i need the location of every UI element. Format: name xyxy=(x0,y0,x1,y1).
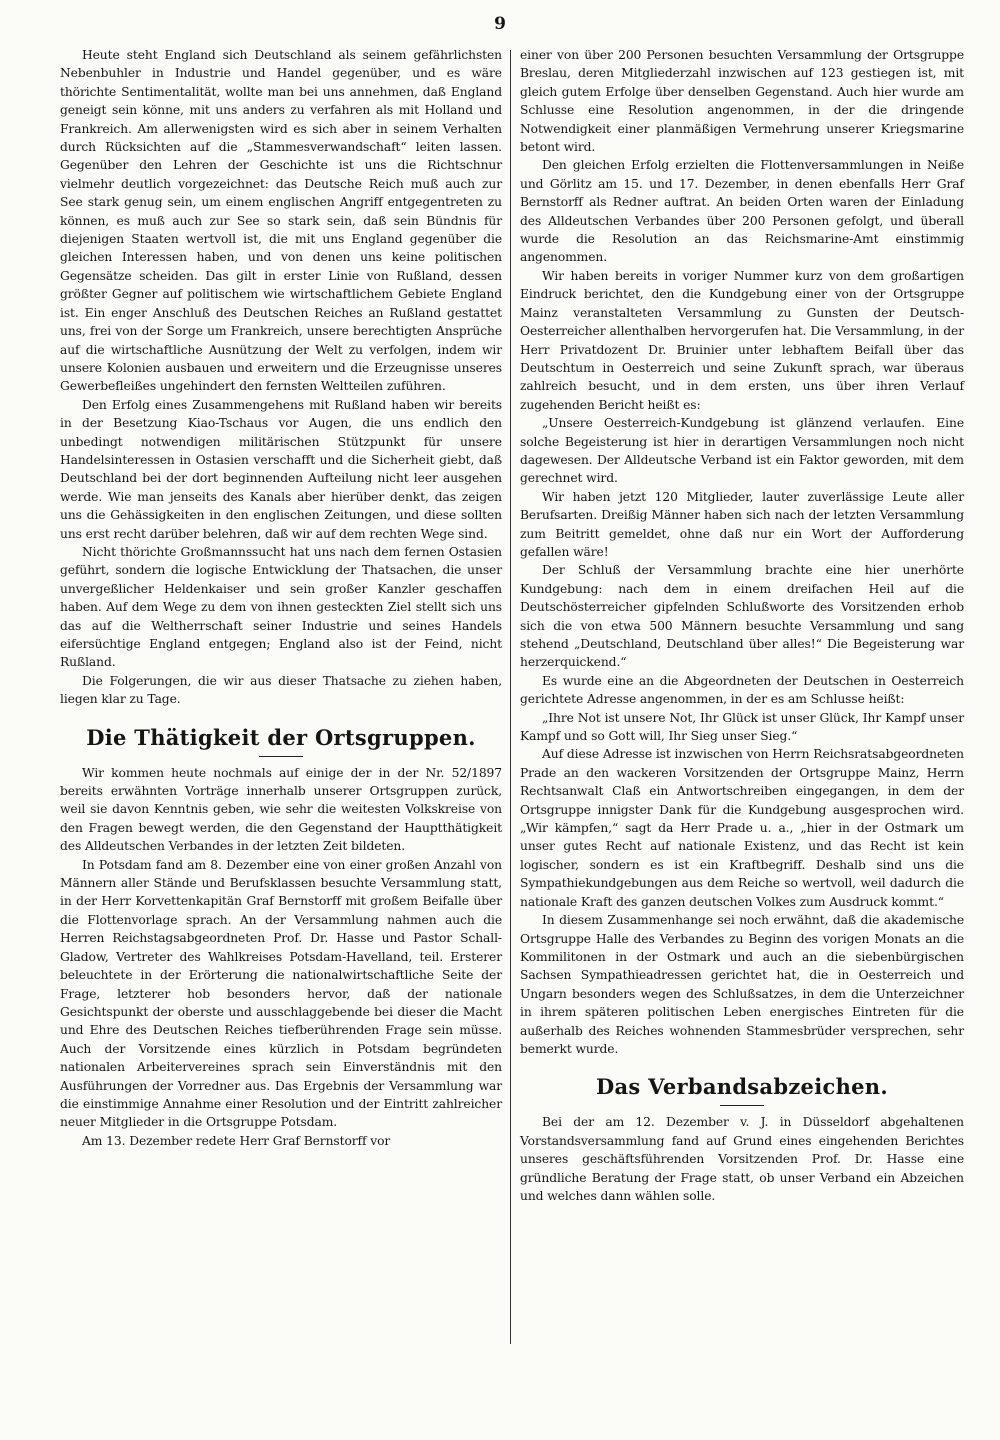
quote-paragraph-4: „Ihre Not ist unsere Not, Ihr Glück ist unser Glück, Ihr Kampf unser Kampf und so Gott will, Ihr Sieg unser Sieg.“ xyxy=(520,710,964,744)
heading-divider xyxy=(259,756,303,757)
right-paragraph-1: einer von über 200 Personen besuchten Versammlung der Ortsgruppe Breslau, deren Mitgliederzahl inzwischen auf 123 gestiegen ist, mit gleich gutem Erfolge über denselben Gegenstand. Auch hier wurde am Schlusse eine Resolution angenommen, in der die dringende Notwendigkeit einer planmäßigen Vermehrung unserer Kriegsmarine betont wird. xyxy=(520,48,964,155)
right-paragraph-3: Wir haben bereits in voriger Nummer kurz von dem großartigen Eindruck berichtet, den die Kundgebung einer von der Ortsgruppe Mainz veranstalteten Versammlung zu Gunsten der Deutsch-Oesterreicher allenthalben hervorgerufen hat. Die Versammlung, in der Herr Privatdozent Dr. Bruinier unter lebhaftem Beifall über das Deutschtum in Oesterreich und seine Zukunft sprach, war überaus zahlreich besucht, und in dem ersten, uns über ihren Verlauf zugehenden Bericht heißt es: xyxy=(520,268,964,412)
left-paragraph-4: Die Folgerungen, die wir aus dieser Thatsache zu ziehen haben, liegen klar zu Tage. xyxy=(60,673,502,707)
right-paragraph-6: In diesem Zusammenhange sei noch erwähnt, daß die akademische Ortsgruppe Halle des Verbandes zu Beginn des vorigen Monats an die Kommilitonen in der Ostmark und auch an die siebenbürgischen Sachsen Sympathieadressen gerichtet hat, die in Oesterreich und Ungarn besonders wegen des Schlußsatzes, in dem die Unterzeichner in ihrem späteren politischen Leben energisches Eintreten für die außerhalb des Reiches wohnenden Stammesbrüder versprechen, sehr bemerkt wurde. xyxy=(520,913,964,1056)
section-heading-ortsgruppen: Die Thätigkeit der Ortsgruppen. xyxy=(86,724,476,750)
left-paragraph-1: Heute steht England sich Deutschland als seinem gefährlichsten Nebenbuhler in Industrie und Handel gegenüber, und es wäre thörichte Sentimentalität, wollte man bei uns annehmen, daß England geneigt sein könne, mit uns anders zu verfahren als mit Holland und Frankreich. Am allerwenigsten wird es sich aber in seinem Verhalten durch Rücksichten auf die „Stammesverwandschaft“ leiten lassen. Gegenüber den Lehren der Geschichte ist uns die Richtschnur vielmehr deutlich vorgezeichnet: das Deutsche Reich muß auch zur See stark genug sein, um einem englischen Angriff entgegentreten zu können, es muß auch zur See so stark sein, daß sein Bündnis für diejenigen Staaten wertvoll ist, die mit uns England gegenüber die gleichen Interessen haben, und von denen uns keine politischen Gegensätze scheiden. Das gilt in erster Linie von Rußland, dessen größter Gegner auf politischem wie wirtschaftlichem Gebiete England ist. Ein enger Anschluß des Deutschen Reiches an Rußland gestattet uns, frei von der Sorge um Frankreich, unsere berechtigten Ansprüche auf die wirtschaftliche Ausnützung der Welt zu verfolgen, indem wir unsere Kolonien ausbauen und erweitern und die Erzeugnisse unseres Gewerbefleißes ungehindert den fernsten Weltteilen zuführen. xyxy=(60,48,502,394)
right-paragraph-2: Den gleichen Erfolg erzielten die Flottenversammlungen in Neiße und Görlitz am 15. und 17. Dezember, in denen ebenfalls Herr Graf Bernstorff als Redner auftrat. An beiden Orten waren der Einladung des Alldeutschen Verbandes über 200 Personen gefolgt, und überall wurde die Resolution an das Reichsmarine-Amt einstimmig angenommen. xyxy=(520,158,964,265)
quote-paragraph-3: Der Schluß der Versammlung brachte eine hier unerhörte Kundgebung: nach dem in einem dreifachen Heil auf die Deutschösterreicher gipfelnden Schlußworte des Vorsitzenden erhob sich die von etwa 500 Männern besuchte Versammlung und sang stehend „Deutschland, Deutschland über alles!“ Die Begeisterung war herzerquickend.“ xyxy=(520,563,964,670)
column-divider xyxy=(510,50,511,1344)
left-paragraph-6: In Potsdam fand am 8. Dezember eine von einer großen Anzahl von Männern aller Stände und Berufsklassen besuchte Versammlung statt, in der Herr Korvettenkapitän Graf Bernstorff mit großem Beifalle über die Flottenvorlage sprach. An der Versammlung nahmen auch die Herren Reichstagsabgeordneten Prof. Dr. Hasse und Pastor Schall-Gladow, Vertreter des Wahlkreises Potsdam-Havelland, teil. Ersterer beleuchtete in der Erörterung die nationalwirtschaftliche Seite der Frage, letzterer hob besonders hervor, daß der nationale Gesichtspunkt der oberste und ausschlaggebende bei dieser die Macht und Ehre des Deutschen Reiches tiefberührenden Frage sein müsse. Auch der Vorsitzende eines kürzlich in Potsdam begründeten nationalen Arbeitervereines sprach sein Einverständnis mit den Ausführungen der Vorredner aus. Das Ergebnis der Versammlung war die einstimmige Annahme einer Resolution und der Eintritt zahlreicher neuer Mitglieder in die Ortsgruppe Potsdam. xyxy=(60,857,502,1130)
heading-divider xyxy=(720,1105,764,1106)
right-paragraph-7: Bei der am 12. Dezember v. J. in Düsseldorf abgehaltenen Vorstandsversammlung fand auf Grund eines eingehenden Berichtes unseres geschäftsführenden Vorsitzenden Prof. Dr. Hasse eine gründliche Beratung der Frage statt, ob unser Verband ein Abzeichen und welches dann wählen solle. xyxy=(520,1115,964,1203)
left-paragraph-3: Nicht thörichte Großmannssucht hat uns nach dem fernen Ostasien geführt, sondern die logische Entwicklung der Thatsachen, die unser unvergeßlicher Heldenkaiser und sein großer Kanzler geschaffen haben. Auf dem Wege zu dem von ihnen gesteckten Ziel stellt sich uns das auf die Weltherrschaft seiner Industrie und seines Handels eifersüchtige England entgegen; England also ist der Feind, nicht Rußland. xyxy=(60,544,502,670)
right-paragraph-4: Es wurde eine an die Abgeordneten der Deutschen in Oesterreich gerichtete Adresse angenommen, in der es am Schlusse heißt: xyxy=(520,673,964,707)
page-number: 9 xyxy=(494,14,506,34)
right-column xyxy=(520,46,964,1418)
left-paragraph-7: Am 13. Dezember redete Herr Graf Bernstorff vor xyxy=(82,1133,391,1148)
quote-paragraph-1: „Unsere Oesterreich-Kundgebung ist glänzend verlaufen. Eine solche Begeisterung ist hier in derartigen Versammlungen noch nicht dagewesen. Der Alldeutsche Verband ist ein Faktor geworden, mit dem gerechnet wird. xyxy=(520,416,964,486)
right-paragraph-5: Auf diese Adresse ist inzwischen von Herrn Reichsratsabgeordneten Prade an den wackeren Vorsitzenden der Ortsgruppe Mainz, Herrn Rechtsanwalt Claß ein Antwortschreiben eingegangen, in dem der Ortsgruppe innigster Dank für die Kundgebung ausgesprochen wird. „Wir kämpfen,“ sagt da Herr Prade u. a., „hier in der Ostmark um unser gutes Recht auf nationale Existenz, und das Recht ist kein logischer, sondern es ist ein Kraftbegriff. Deshalb sind uns die Sympathiekundgebungen aus dem Reiche so wertvoll, weil dadurch die nationale Kraft des ganzen deutschen Volkes zum Ausdruck kommt.“ xyxy=(520,747,964,909)
left-paragraph-5: Wir kommen heute nochmals auf einige der in der Nr. 52/1897 bereits erwähnten Vorträge innerhalb unserer Ortsgruppen zurück, weil sie davon Kenntnis geben, wie sehr die weitesten Volkskreise von den Fragen bewegt werden, die den Gegenstand der Hauptthätigkeit des Alldeutschen Verbandes in der letzten Zeit bildeten. xyxy=(60,765,502,854)
left-column xyxy=(60,46,502,1418)
section-heading-verbandsabzeichen: Das Verbandsabzeichen. xyxy=(596,1074,888,1100)
quote-paragraph-2: Wir haben jetzt 120 Mitglieder, lauter zuverlässige Leute aller Berufsarten. Dreißig Männer haben sich nach der letzten Versammlung zum Beitritt gemeldet, ohne daß nur ein Wort der Aufforderung gefallen wäre! xyxy=(520,489,964,559)
left-paragraph-2: Den Erfolg eines Zusammengehens mit Rußland haben wir bereits in der Besetzung Kiao-Tschaus vor Augen, die uns endlich den unbedingt notwendigen militärischen Stützpunkt für unsere Handelsinteressen in Ostasien verschafft und die Sicherheit giebt, daß Deutschland bei der dort beginnenden Aufteilung nicht leer ausgehen werde. Wie man jenseits des Kanals aber hierüber denkt, das zeigen uns die Gehässigkeiten in den englischen Zeitungen, und diese sollten uns erst recht darüber belehren, daß wir auf dem rechten Wege sind. xyxy=(60,397,502,541)
